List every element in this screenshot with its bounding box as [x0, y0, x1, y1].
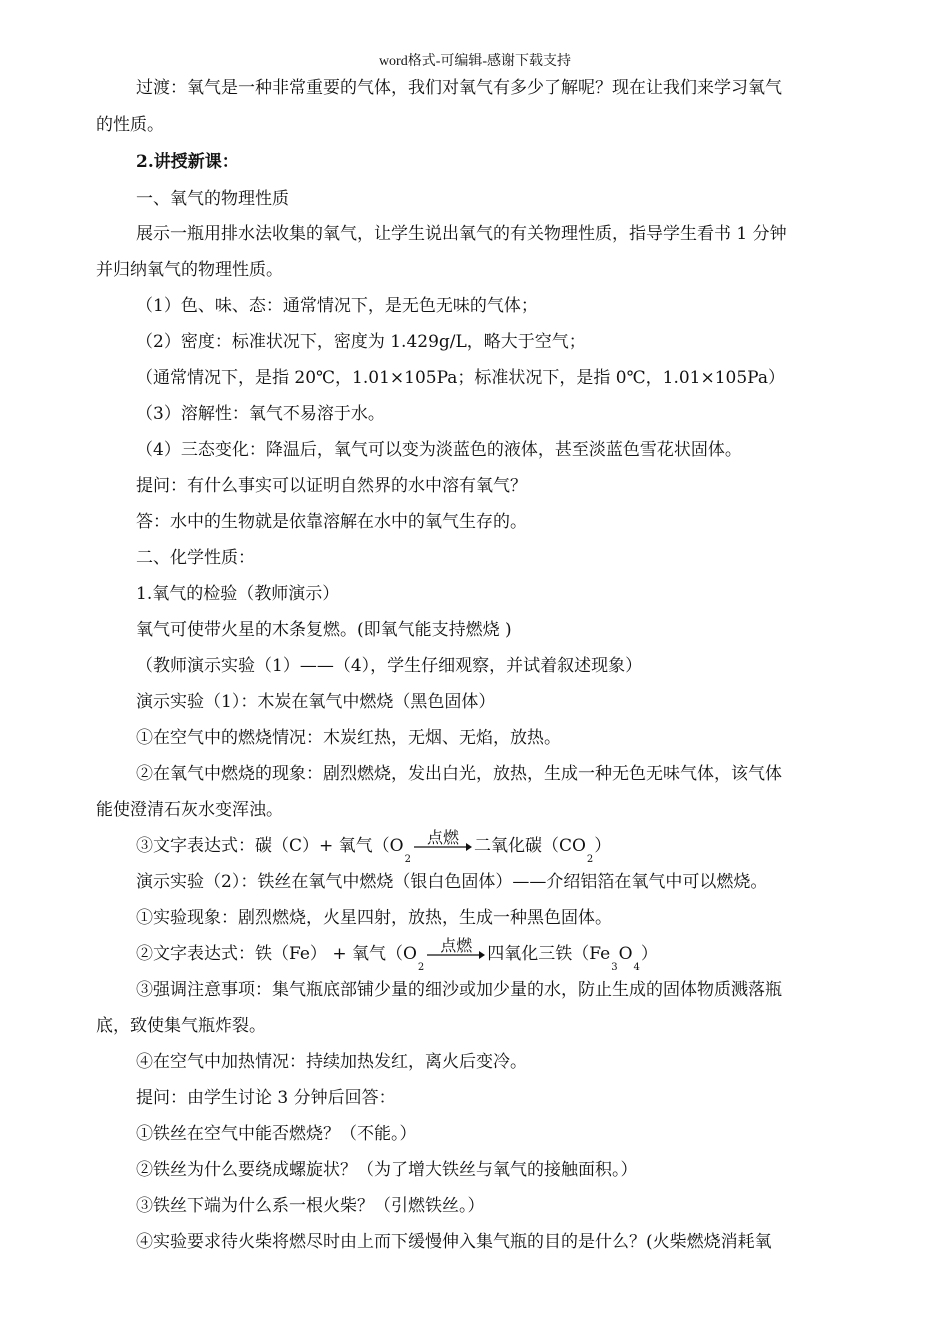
- exp2-question: 提问：由学生讨论 3 分钟后回答：: [136, 1088, 396, 1108]
- oxygen-test-desc: 氧气可使带火星的木条复燃。(即氧气能支持燃烧 ): [136, 620, 512, 640]
- physical-intro-1: 展示一瓶用排水法收集的氧气，让学生说出氧气的有关物理性质，指导学生看书 1 分钟: [136, 224, 787, 244]
- exp2-title: 演示实验（2）：铁丝在氧气中燃烧（银白色固体）——介绍铝箔在氧气中可以燃烧。: [136, 872, 768, 892]
- subscript: 2: [417, 962, 425, 973]
- physical-point-3: （3）溶解性：氧气不易溶于水。: [136, 404, 385, 424]
- transition-line-2: 的性质。: [96, 115, 164, 135]
- exp1-item-1: ①在空气中的燃烧情况：木炭红热，无烟、无焰，放热。: [136, 728, 561, 748]
- equation-product: 二氧化碳（CO: [473, 836, 586, 856]
- physical-title: 一、氧气的物理性质: [136, 189, 289, 209]
- physical-answer: 答：水中的生物就是依靠溶解在水中的氧气生存的。: [136, 512, 527, 532]
- demo-intro: （教师演示实验（1）——（4），学生仔细观察，并试着叙述现象）: [136, 656, 643, 676]
- exp2-q3: ③铁丝下端为什么系一根火柴？（引燃铁丝。）: [136, 1196, 485, 1216]
- exp2-q1: ①铁丝在空气中能否燃烧？（不能。）: [136, 1124, 417, 1144]
- section-title: 2.讲授新课：: [136, 152, 239, 172]
- equation-reactants: ③文字表达式：碳（C）+ 氧气（O: [136, 836, 404, 856]
- reaction-arrow: [427, 936, 485, 966]
- exp2-equation: [136, 936, 854, 973]
- subscript: 2: [404, 854, 411, 865]
- exp1-item-2-line-2: 能使澄清石灰水变浑浊。: [96, 800, 283, 820]
- arrow-icon: [427, 950, 485, 960]
- equation-oxygen: O: [618, 944, 633, 964]
- exp2-item-1: ①实验现象：剧烈燃烧，火星四射，放热，生成一种黑色固体。: [136, 908, 612, 928]
- reaction-arrow: [414, 828, 472, 858]
- subscript: 2: [586, 854, 594, 865]
- exp2-q4: ④实验要求待火柴将燃尽时由上而下缓慢伸入集气瓶的目的是什么？(火柴燃烧消耗氧: [136, 1232, 772, 1252]
- physical-intro-2: 并归纳氧气的物理性质。: [96, 260, 283, 280]
- arrow-icon: [414, 842, 472, 852]
- subscript: 4: [633, 962, 640, 973]
- exp2-item-4: ④在空气中加热情况：持续加热发红，离火后变冷。: [136, 1052, 527, 1072]
- page-header: word格式-可编辑-感谢下载支持: [378, 54, 572, 69]
- exp1-item-2-line-1: ②在氧气中燃烧的现象：剧烈燃烧，发出白光，放热，生成一种无色无味气体，该气体: [136, 764, 782, 784]
- physical-note: （通常情况下，是指 20℃，1.01×105Pa；标准状况下，是指 0℃，1.01×105Pa）: [136, 368, 785, 388]
- exp2-item-3-line-1: ③强调注意事项：集气瓶底部铺少量的细沙或加少量的水，防止生成的固体物质溅落瓶: [136, 980, 782, 1000]
- oxygen-test-title: 1.氧气的检验（教师演示）: [136, 584, 340, 604]
- exp2-item-3-line-2: 底，致使集气瓶炸裂。: [96, 1016, 266, 1036]
- physical-point-2: （2）密度：标准状况下，密度为 1.429g/L，略大于空气；: [136, 332, 586, 352]
- subscript: 3: [611, 962, 618, 973]
- exp2-q2: ②铁丝为什么要绕成螺旋状？（为了增大铁丝与氧气的接触面积。）: [136, 1160, 638, 1180]
- reaction-condition: 点燃: [440, 936, 473, 955]
- reaction-condition: 点燃: [426, 828, 459, 847]
- equation-close: ）: [594, 836, 612, 856]
- transition-line-1: 过渡：氧气是一种非常重要的气体，我们对氧气有多少了解呢？现在让我们来学习氧气: [136, 78, 782, 98]
- physical-point-1: （1）色、味、态：通常情况下，是无色无味的气体；: [136, 296, 538, 316]
- physical-point-4: （4）三态变化：降温后，氧气可以变为淡蓝色的液体，甚至淡蓝色雪花状固体。: [136, 440, 742, 460]
- exp1-title: 演示实验（1）：木炭在氧气中燃烧（黑色固体）: [136, 692, 496, 712]
- chemical-title: 二、化学性质：: [136, 548, 255, 568]
- physical-question: 提问：有什么事实可以证明自然界的水中溶有氧气？: [136, 476, 527, 496]
- equation-close: ）: [640, 944, 658, 964]
- equation-product: 四氧化三铁（Fe: [487, 944, 611, 964]
- equation-reactants: ②文字表达式：铁（Fe） + 氧气（O: [136, 944, 417, 964]
- exp1-equation: [136, 828, 854, 865]
